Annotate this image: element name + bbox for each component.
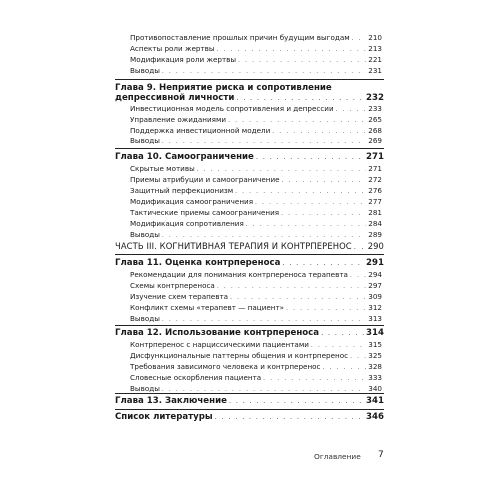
toc-entry-page: 210 — [368, 33, 382, 42]
running-footer-label: Оглавление — [314, 452, 361, 461]
toc-entry-page: 284 — [368, 219, 382, 228]
chapter-9-page: 232 — [366, 93, 384, 103]
leader-dots — [162, 231, 366, 241]
toc-entry-label: Выводы — [130, 136, 160, 145]
toc-entry[interactable] — [130, 164, 382, 175]
toc-entry-page: 265 — [368, 115, 382, 124]
toc-entry-label: Модификация роли жертвы — [130, 55, 237, 64]
toc-entry-label: Тактические приемы самоограничения — [130, 208, 280, 217]
toc-entry-label: Противопоставление прошлых причин будущим выгодам — [130, 33, 350, 42]
toc-entry[interactable] — [130, 281, 382, 292]
chapter-divider — [115, 409, 384, 410]
toc-entry-page: 297 — [368, 281, 382, 290]
toc-entry-label: Контрперенос с нарциссическими пациентами — [130, 340, 309, 349]
chapter-9-entry[interactable] — [115, 93, 384, 103]
chapter-9-title-line2: депрессивной личности — [115, 93, 235, 103]
toc-entry[interactable] — [130, 33, 382, 44]
toc-entry-label: Схемы контрпереноса — [130, 281, 215, 290]
references-entry[interactable] — [115, 412, 384, 422]
toc-entry[interactable] — [130, 115, 382, 126]
toc-entry-label: Выводы — [130, 66, 160, 75]
leader-dots — [215, 412, 364, 422]
chapter-12-page: 314 — [366, 328, 384, 338]
leader-dots — [350, 271, 366, 281]
chapter-10-title: Глава 10. Самоограничение — [115, 152, 254, 162]
leader-dots — [350, 352, 366, 362]
chapter-divider — [115, 254, 384, 255]
page-number: 7 — [378, 450, 384, 460]
toc-entry[interactable] — [130, 340, 382, 351]
toc-entry[interactable] — [130, 104, 382, 115]
toc-entry-page: 294 — [368, 270, 382, 279]
toc-entry-page: 272 — [368, 175, 382, 184]
leader-dots — [255, 198, 366, 208]
toc-entry-page: 312 — [368, 303, 382, 312]
chapter-divider — [115, 79, 384, 80]
toc-entry-page: 281 — [368, 208, 382, 217]
toc-entry[interactable] — [130, 136, 382, 147]
toc-entry-label: Выводы — [130, 314, 160, 323]
toc-entry-label: Рекомендации для понимания контрпереноса терапевта — [130, 270, 348, 279]
toc-entry[interactable] — [130, 314, 382, 325]
toc-entry-label: Приемы атрибуции и самоограничение — [130, 175, 280, 184]
chapter-9-title-line1[interactable]: Глава 9. Неприятие риска и сопротивление — [115, 83, 332, 93]
leader-dots — [162, 67, 366, 77]
toc-entry-page: 277 — [368, 197, 382, 206]
toc-entry-label: Словесные оскорбления пациента — [130, 373, 262, 382]
toc-entry-page: 233 — [368, 104, 382, 113]
toc-entry-label: Скрытые мотивы — [130, 164, 195, 173]
toc-entry-page: 313 — [368, 314, 382, 323]
references-page: 346 — [366, 412, 384, 422]
toc-entry[interactable] — [130, 219, 382, 230]
toc-entry-page: 269 — [368, 136, 382, 145]
leader-dots — [336, 105, 367, 115]
leader-dots — [235, 187, 366, 197]
toc-entry[interactable] — [130, 373, 382, 384]
part-3-title: ЧАСТЬ III. КОГНИТИВНАЯ ТЕРАПИЯ И КОНТРПЕРЕНОС — [115, 241, 352, 251]
toc-entry-label: Выводы — [130, 230, 160, 239]
toc-entry-label: Модификация самоограничения — [130, 197, 254, 206]
chapter-12-title: Глава 12. Использование контрпереноса — [115, 328, 320, 338]
leader-dots — [230, 293, 366, 303]
toc-entry-label: Защитный перфекционизм — [130, 186, 234, 195]
toc-entry-label: Требования зависимого человека и контрперенос — [130, 362, 321, 371]
leader-dots — [246, 220, 366, 230]
leader-dots — [282, 258, 364, 268]
toc-entry[interactable] — [130, 230, 382, 241]
toc-entry-label: Инвестиционная модель сопротивления и депрессии — [130, 104, 334, 113]
toc-entry[interactable] — [130, 303, 382, 314]
leader-dots — [162, 137, 366, 147]
chapter-11-title: Глава 11. Оценка контрпереноса — [115, 258, 281, 268]
toc-entry-label: Дисфункциональные паттерны общения и контрперенос — [130, 351, 349, 360]
leader-dots — [263, 374, 366, 384]
leader-dots — [352, 34, 367, 44]
leader-dots — [236, 93, 364, 103]
chapter-10-page: 271 — [366, 152, 384, 162]
toc-entry-page: 289 — [368, 230, 382, 239]
leader-dots — [282, 176, 367, 186]
leader-dots — [228, 116, 366, 126]
chapter-divider — [115, 325, 384, 326]
toc-entry-page: 271 — [368, 164, 382, 173]
toc-entry-page: 325 — [368, 351, 382, 360]
toc-entry-label: Модификация сопротивления — [130, 219, 244, 228]
toc-entry[interactable] — [130, 292, 382, 303]
chapter-12-entry[interactable] — [115, 328, 384, 338]
leader-dots — [323, 363, 367, 373]
toc-entry[interactable] — [130, 66, 382, 77]
toc-entry[interactable] — [130, 362, 382, 373]
toc-entry-page: 315 — [368, 340, 382, 349]
chapter-divider — [115, 393, 384, 394]
toc-entry-page: 221 — [368, 55, 382, 64]
toc-entry-page: 276 — [368, 186, 382, 195]
part-3-page: 290 — [367, 241, 384, 251]
leader-dots — [286, 304, 366, 314]
toc-entry[interactable] — [130, 197, 382, 208]
chapter-11-entry[interactable] — [115, 258, 384, 268]
toc-entry-page: 309 — [368, 292, 382, 301]
toc-entry-page: 213 — [368, 44, 382, 53]
toc-entry-label: Управление ожиданиями — [130, 115, 227, 124]
leader-dots — [217, 282, 366, 292]
toc-entry-label: Выводы — [130, 384, 160, 393]
toc-entry-label: Поддержка инвестиционной модели — [130, 126, 271, 135]
toc-entry-page: 333 — [368, 373, 382, 382]
toc-entry-page: 268 — [368, 126, 382, 135]
toc-entry[interactable] — [130, 175, 382, 186]
toc-entry[interactable] — [130, 44, 382, 55]
toc-entry[interactable] — [130, 208, 382, 219]
leader-dots — [281, 209, 366, 219]
chapter-11-page: 291 — [366, 258, 384, 268]
part-3-entry[interactable] — [115, 241, 384, 252]
references-title: Список литературы — [115, 412, 213, 422]
chapter-13-title: Глава 13. Заключение — [115, 396, 227, 406]
chapter-13-page: 341 — [366, 396, 384, 406]
toc-entry-page: 231 — [368, 66, 382, 75]
toc-entry-page: 328 — [368, 362, 382, 371]
toc-entry-label: Конфликт схемы «терапевт — пациент» — [130, 303, 285, 312]
leader-dots — [229, 396, 364, 406]
toc-entry[interactable] — [130, 186, 382, 197]
toc-entry-label: Аспекты роли жертвы — [130, 44, 215, 53]
leader-dots — [197, 165, 367, 175]
toc-entry[interactable] — [130, 270, 382, 281]
leader-dots — [321, 328, 364, 338]
chapter-divider — [115, 148, 384, 149]
leader-dots — [238, 56, 366, 66]
chapter-13-entry[interactable] — [115, 396, 384, 406]
leader-dots — [354, 242, 366, 252]
leader-dots — [217, 45, 367, 55]
leader-dots — [311, 341, 366, 351]
toc-entry[interactable] — [130, 55, 382, 66]
toc-entry[interactable] — [130, 351, 382, 362]
toc-entry-label: Изучение схем терапевта — [130, 292, 229, 301]
leader-dots — [162, 315, 366, 325]
toc-entry-page: 340 — [368, 384, 382, 393]
leader-dots — [256, 152, 364, 162]
chapter-10-entry[interactable] — [115, 152, 384, 162]
